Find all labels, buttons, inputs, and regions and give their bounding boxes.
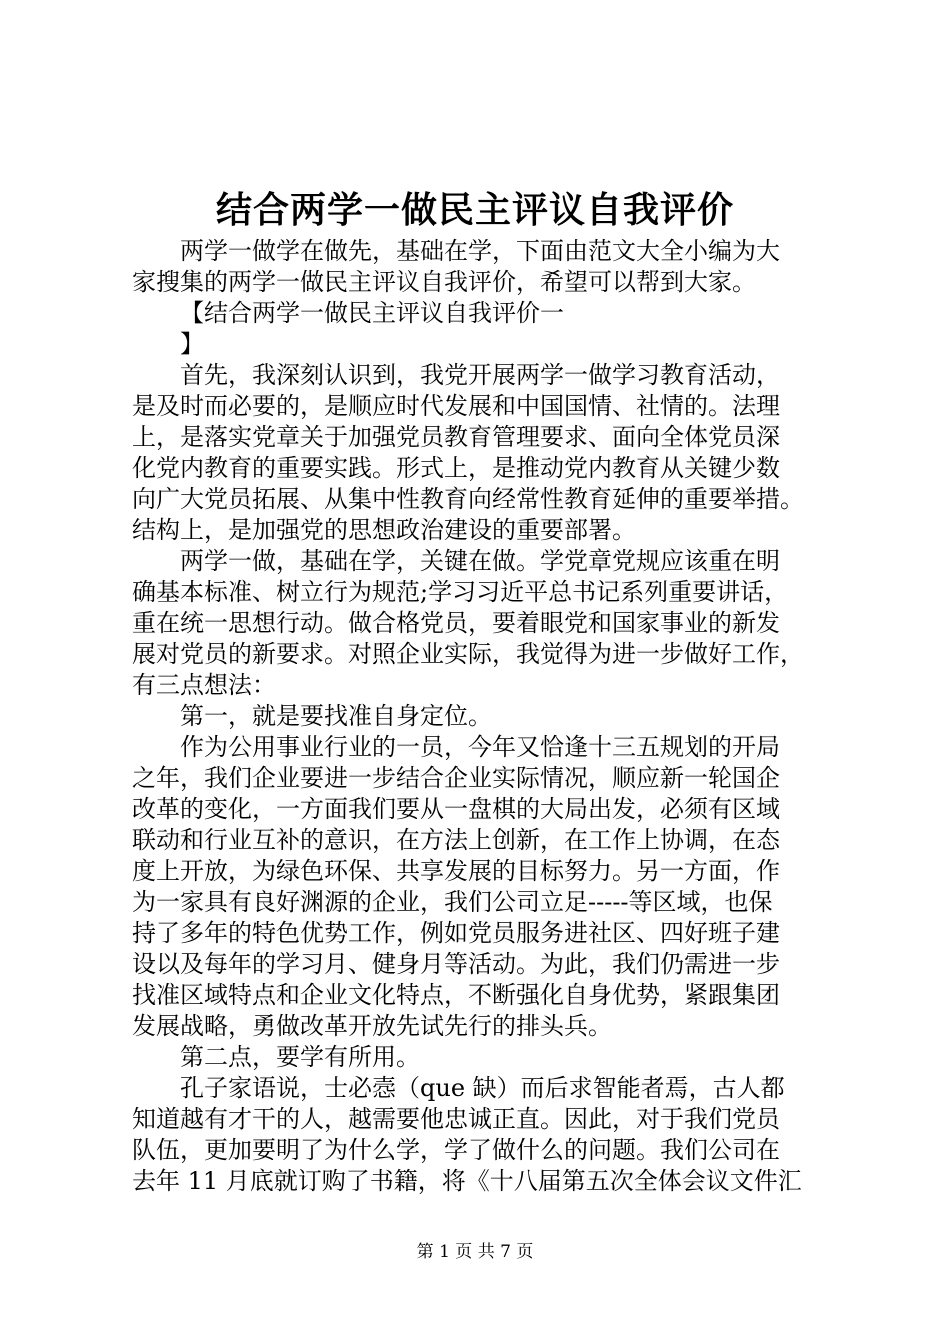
text-line: 是及时而必要的，是顺应时代发展和中国国情、社情的。法理 bbox=[132, 392, 780, 420]
text-line: 发展战略，勇做改革开放先试先行的排头兵。 bbox=[132, 1012, 612, 1040]
text-line: 上，是落实党章关于加强党员教育管理要求、面向全体党员深 bbox=[132, 423, 780, 451]
text-line: 联动和行业互补的意识，在方法上创新，在工作上协调，在态 bbox=[132, 826, 780, 854]
text-line: 向广大党员拓展、从集中性教育向经常性教育延伸的重要举措。 bbox=[132, 485, 804, 513]
text-line: 确基本标准、树立行为规范;学习习近平总书记系列重要讲话， bbox=[132, 578, 789, 606]
text-line: 结构上，是加强党的思想政治建设的重要部署。 bbox=[132, 516, 636, 544]
document-title: 结合两学一做民主评议自我评价 bbox=[215, 189, 734, 231]
text-line: 去年 11 月底就订购了书籍，将《十八届第五次全体会议文件汇 bbox=[132, 1167, 802, 1195]
text-line: 【结合两学一做民主评议自我评价一 bbox=[180, 299, 564, 327]
text-line: 第一，就是要找准自身定位。 bbox=[180, 702, 492, 730]
text-line: 家搜集的两学一做民主评议自我评价，希望可以帮到大家。 bbox=[132, 268, 756, 296]
text-line: 持了多年的特色优势工作，例如党员服务进社区、四好班子建 bbox=[132, 919, 780, 947]
text-line: 】 bbox=[180, 330, 204, 358]
text-line: 为一家具有良好渊源的企业，我们公司立足-----等区域，也保 bbox=[132, 888, 773, 916]
text-line: 度上开放，为绿色环保、共享发展的目标努力。另一方面，作 bbox=[132, 857, 780, 885]
text-line: 第二点，要学有所用。 bbox=[180, 1043, 420, 1071]
text-line: 重在统一思想行动。做合格党员，要着眼党和国家事业的新发 bbox=[132, 609, 780, 637]
text-line: 找准区域特点和企业文化特点，不断强化自身优势，紧跟集团 bbox=[132, 981, 780, 1009]
text-line: 有三点想法： bbox=[132, 671, 276, 699]
text-line: 两学一做学在做先，基础在学，下面由范文大全小编为大 bbox=[180, 237, 780, 265]
text-line: 作为公用事业行业的一员，今年又恰逢十三五规划的开局 bbox=[180, 733, 780, 761]
text-line: 化党内教育的重要实践。形式上，是推动党内教育从关键少数 bbox=[132, 454, 780, 482]
page-footer: 第 1 页 共 7 页 bbox=[416, 1242, 534, 1262]
text-line: 孔子家语说，士必悫（que 缺）而后求智能者焉，古人都 bbox=[180, 1074, 785, 1102]
text-line: 设以及每年的学习月、健身月等活动。为此，我们仍需进一步 bbox=[132, 950, 780, 978]
text-line: 首先，我深刻认识到，我党开展两学一做学习教育活动， bbox=[180, 361, 780, 389]
text-line: 队伍，更加要明了为什么学，学了做什么的问题。我们公司在 bbox=[132, 1136, 780, 1164]
text-line: 之年，我们企业要进一步结合企业实际情况，顺应新一轮国企 bbox=[132, 764, 780, 792]
text-line: 知道越有才干的人，越需要他忠诚正直。因此，对于我们党员 bbox=[132, 1105, 780, 1133]
text-line: 改革的变化，一方面我们要从一盘棋的大局出发，必须有区域 bbox=[132, 795, 780, 823]
document-body bbox=[132, 236, 832, 1197]
text-line: 展对党员的新要求。对照企业实际，我觉得为进一步做好工作， bbox=[132, 640, 804, 668]
text-line: 两学一做，基础在学，关键在做。学党章党规应该重在明 bbox=[180, 547, 780, 575]
